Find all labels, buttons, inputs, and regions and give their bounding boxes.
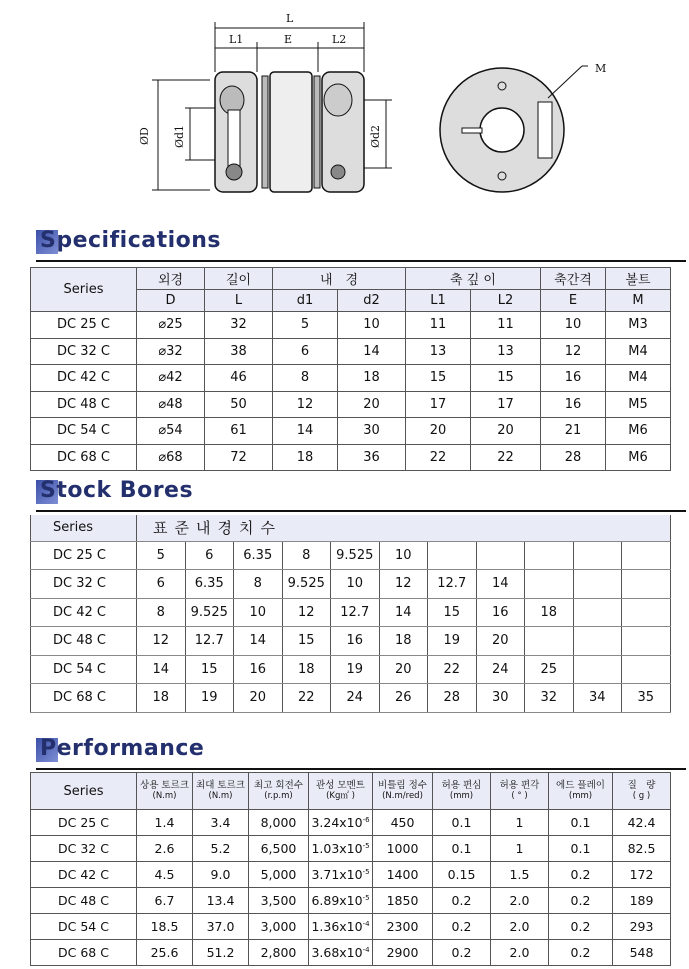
perf-series-cell: DC 48 C	[31, 888, 137, 914]
stock-bore-cell: 18	[137, 684, 186, 713]
perf-header-name: 비틀림 정수	[378, 780, 427, 791]
stock-bore-cell: 9.525	[331, 541, 380, 570]
dim-d2: Ød2	[369, 124, 382, 148]
stock-bore-cell	[622, 541, 671, 570]
perf-inertia-exponent: -6	[362, 815, 370, 824]
perf-header-name: Series	[63, 784, 104, 799]
perf-cell: 37.0	[193, 914, 249, 940]
perf-row	[31, 888, 671, 914]
spec-cell: 46	[205, 365, 273, 392]
perf-inertia-exponent: -5	[362, 867, 370, 876]
perf-cell: 6.7	[137, 888, 193, 914]
stock-series-cell: DC 42 C	[31, 598, 137, 627]
perf-header-name: 관성 모멘트	[316, 780, 365, 791]
stock-bore-cell: 15	[185, 655, 234, 684]
stock-bore-cell: 30	[476, 684, 525, 713]
perf-cell: 0.2	[549, 940, 613, 966]
performance-table	[30, 772, 671, 966]
stock-header-series: Series	[31, 515, 137, 541]
stock-bore-cell: 24	[476, 655, 525, 684]
spec-header-len: L	[205, 290, 273, 312]
stock-bore-cell	[573, 655, 622, 684]
perf-header-cell	[31, 773, 137, 810]
spec-cell: 14	[273, 418, 338, 445]
perf-header-name: 에드 플레이	[556, 780, 605, 791]
performance-title: Performance	[40, 736, 205, 761]
stock-bore-cell	[573, 598, 622, 627]
dim-M: M	[595, 62, 607, 75]
dim-L1: L1	[229, 33, 244, 46]
perf-row	[31, 836, 671, 862]
stock-bore-cell: 20	[234, 684, 283, 713]
perf-header-cell	[549, 773, 613, 810]
stock-bore-cell: 6.35	[185, 570, 234, 599]
stock-bore-cell	[525, 570, 574, 599]
perf-cell: 1000	[373, 836, 433, 862]
perf-header-unit: (N.m)	[208, 791, 233, 801]
perf-series-cell: DC 25 C	[31, 810, 137, 836]
stock-series-cell: DC 54 C	[31, 655, 137, 684]
spec-cell: M4	[606, 338, 671, 365]
stock-bore-cell: 12	[137, 627, 186, 656]
spec-row	[31, 312, 671, 339]
stock-bore-cell	[525, 541, 574, 570]
stock-bore-cell: 18	[525, 598, 574, 627]
perf-cell: 0.1	[549, 836, 613, 862]
stock-bore-cell: 19	[428, 627, 477, 656]
stock-bore-cell: 6.35	[234, 541, 283, 570]
perf-series-cell: DC 32 C	[31, 836, 137, 862]
spec-row	[31, 444, 671, 471]
stock-bore-cell: 19	[331, 655, 380, 684]
spec-cell: 14	[338, 338, 406, 365]
spec-cell: 15	[406, 365, 471, 392]
spec-cell: 16	[541, 365, 606, 392]
perf-header-unit: (mm)	[568, 791, 593, 801]
stock-series-cell: DC 32 C	[31, 570, 137, 599]
perf-cell: 13.4	[193, 888, 249, 914]
perf-cell: 1.4	[137, 810, 193, 836]
spec-cell: ⌀68	[137, 444, 205, 471]
stock-row	[31, 570, 671, 599]
perf-cell: 2.0	[491, 940, 549, 966]
stock-row	[31, 541, 671, 570]
spec-cell: M5	[606, 391, 671, 418]
spec-cell: 18	[273, 444, 338, 471]
stock-bore-cell: 24	[331, 684, 380, 713]
stock-bore-cell: 16	[476, 598, 525, 627]
perf-cell: 3,000	[249, 914, 309, 940]
perf-row	[31, 940, 671, 966]
perf-cell: 189	[613, 888, 671, 914]
stock-bore-cell: 5	[137, 541, 186, 570]
spec-cell: 10	[338, 312, 406, 339]
spec-cell: 11	[471, 312, 541, 339]
dim-E: E	[284, 33, 293, 46]
stock-bore-cell: 12	[379, 570, 428, 599]
coupling-drawing	[0, 0, 689, 215]
perf-cell: 82.5	[613, 836, 671, 862]
performance-rows	[31, 810, 671, 966]
spec-cell: 16	[541, 391, 606, 418]
stock-bore-cell: 12.7	[428, 570, 477, 599]
perf-cell: 293	[613, 914, 671, 940]
stock-bore-cell: 19	[185, 684, 234, 713]
perf-cell: 1400	[373, 862, 433, 888]
stock-bore-cell: 32	[525, 684, 574, 713]
stock-bore-cell	[573, 627, 622, 656]
perf-cell: 2900	[373, 940, 433, 966]
stock-bore-cell: 8	[137, 598, 186, 627]
perf-cell: 2.6	[137, 836, 193, 862]
spec-cell: 72	[205, 444, 273, 471]
stock-bore-cell: 12.7	[331, 598, 380, 627]
spec-cell: ⌀32	[137, 338, 205, 365]
perf-cell: 2300	[373, 914, 433, 940]
spec-header-bore-kr: 내 경	[273, 268, 406, 290]
perf-inertia-mantissa: 3.24x10	[311, 815, 363, 830]
spec-cell: 10	[541, 312, 606, 339]
spec-cell: 36	[338, 444, 406, 471]
stock-bore-cell: 16	[331, 627, 380, 656]
perf-cell: 1	[491, 836, 549, 862]
spec-header-od-kr: 외경	[137, 268, 205, 290]
stock-bore-cell: 18	[282, 655, 331, 684]
perf-cell: 0.2	[433, 914, 491, 940]
perf-inertia-mantissa: 3.71x10	[311, 867, 363, 882]
perf-cell: 5.2	[193, 836, 249, 862]
stock-bore-cell: 6	[137, 570, 186, 599]
stock-bore-cell: 34	[573, 684, 622, 713]
perf-header-unit: (r.p.m)	[264, 791, 293, 801]
stock-header-label: 표준내경치수	[137, 515, 671, 541]
stock-row	[31, 598, 671, 627]
perf-cell: 2.0	[491, 888, 549, 914]
spec-cell: ⌀54	[137, 418, 205, 445]
perf-inertia-mantissa: 3.68x10	[311, 945, 363, 960]
spec-cell: 8	[273, 365, 338, 392]
perf-inertia-exponent: -4	[362, 945, 370, 954]
perf-header-name: 상용 토르크	[140, 780, 189, 791]
stock-bore-cell: 12	[282, 598, 331, 627]
spec-header-od: D	[137, 290, 205, 312]
stock-bore-cell: 8	[282, 541, 331, 570]
stock-bore-cell: 28	[428, 684, 477, 713]
stock-bore-cell: 10	[331, 570, 380, 599]
stock-bore-cell: 20	[379, 655, 428, 684]
stock-bores-rows	[31, 515, 671, 712]
spec-cell: ⌀48	[137, 391, 205, 418]
perf-cell: 0.2	[549, 862, 613, 888]
spec-header-depth-kr: 축 깊 이	[406, 268, 541, 290]
stock-bore-cell: 25	[525, 655, 574, 684]
spec-row	[31, 365, 671, 392]
spec-cell: 61	[205, 418, 273, 445]
perf-header-cell	[491, 773, 549, 810]
perf-cell: 172	[613, 862, 671, 888]
stock-row	[31, 684, 671, 713]
perf-cell: 0.1	[549, 810, 613, 836]
spec-cell: 17	[471, 391, 541, 418]
spec-cell: 20	[338, 391, 406, 418]
stock-bore-cell: 9.525	[282, 570, 331, 599]
dim-d1: Ød1	[173, 124, 186, 148]
spec-header-bolt: M	[606, 290, 671, 312]
perf-row	[31, 810, 671, 836]
stock-bore-cell: 22	[282, 684, 331, 713]
specifications-title: Specifications	[40, 228, 222, 253]
perf-cell: 548	[613, 940, 671, 966]
stock-bore-cell: 14	[137, 655, 186, 684]
perf-inertia-exponent: -5	[362, 893, 370, 902]
specifications-table	[30, 267, 671, 471]
stock-bores-table	[30, 515, 671, 713]
perf-inertia-cell	[309, 914, 373, 940]
spec-cell: 15	[471, 365, 541, 392]
spec-row	[31, 338, 671, 365]
perf-cell: 0.2	[433, 888, 491, 914]
perf-header-cell	[373, 773, 433, 810]
stock-bore-cell	[525, 627, 574, 656]
spec-header-series: Series	[31, 268, 137, 312]
perf-cell: 25.6	[137, 940, 193, 966]
spec-series-cell: DC 32 C	[31, 338, 137, 365]
perf-header-unit: (N.m)	[152, 791, 177, 801]
stock-bore-cell: 22	[428, 655, 477, 684]
perf-cell: 1.5	[491, 862, 549, 888]
perf-header-unit: (mm)	[449, 791, 474, 801]
stock-series-cell: DC 48 C	[31, 627, 137, 656]
perf-series-cell: DC 42 C	[31, 862, 137, 888]
perf-cell: 2.0	[491, 914, 549, 940]
perf-cell: 8,000	[249, 810, 309, 836]
perf-header-cell	[249, 773, 309, 810]
stock-bore-cell: 12.7	[185, 627, 234, 656]
perf-cell: 0.1	[433, 836, 491, 862]
stock-row	[31, 655, 671, 684]
perf-cell: 1	[491, 810, 549, 836]
perf-header-name: 질 량	[627, 780, 656, 791]
perf-header-name: 최대 토르크	[196, 780, 245, 791]
dim-D: ØD	[138, 127, 151, 145]
stock-bore-cell	[622, 627, 671, 656]
spec-series-cell: DC 42 C	[31, 365, 137, 392]
stock-bore-cell	[622, 598, 671, 627]
perf-inertia-mantissa: 1.03x10	[311, 841, 363, 856]
stock-bore-cell: 8	[234, 570, 283, 599]
perf-cell: 0.2	[549, 914, 613, 940]
perf-cell: 5,000	[249, 862, 309, 888]
perf-cell: 4.5	[137, 862, 193, 888]
spec-cell: M3	[606, 312, 671, 339]
spec-cell: ⌀25	[137, 312, 205, 339]
perf-cell: 0.2	[549, 888, 613, 914]
perf-header-unit: ( g )	[632, 791, 651, 801]
stock-bore-cell	[622, 655, 671, 684]
perf-row	[31, 914, 671, 940]
spec-series-cell: DC 54 C	[31, 418, 137, 445]
stock-bore-cell: 6	[185, 541, 234, 570]
spec-series-cell: DC 48 C	[31, 391, 137, 418]
spec-cell: 50	[205, 391, 273, 418]
spec-header-l2: L2	[471, 290, 541, 312]
stock-bore-cell	[622, 570, 671, 599]
perf-cell: 1850	[373, 888, 433, 914]
spec-row	[31, 391, 671, 418]
perf-header-cell	[309, 773, 373, 810]
perf-inertia-exponent: -4	[362, 919, 370, 928]
perf-cell: 0.15	[433, 862, 491, 888]
stock-bores-title: Stock Bores	[40, 478, 194, 503]
specifications-rows	[31, 312, 671, 471]
perf-inertia-mantissa: 1.36x10	[311, 919, 363, 934]
spec-header-d2: d2	[338, 290, 406, 312]
spec-series-cell: DC 25 C	[31, 312, 137, 339]
spec-cell: M4	[606, 365, 671, 392]
spec-cell: 12	[541, 338, 606, 365]
stock-bore-cell	[476, 541, 525, 570]
perf-header-cell	[193, 773, 249, 810]
spec-cell: 11	[406, 312, 471, 339]
perf-cell: 9.0	[193, 862, 249, 888]
stock-bore-cell: 9.525	[185, 598, 234, 627]
perf-header-name: 허용 편심	[441, 780, 482, 791]
spec-series-cell: DC 68 C	[31, 444, 137, 471]
spec-cell: 32	[205, 312, 273, 339]
perf-cell: 3.4	[193, 810, 249, 836]
perf-series-cell: DC 54 C	[31, 914, 137, 940]
stock-bore-cell: 16	[234, 655, 283, 684]
spec-header-gap-kr: 축간격	[541, 268, 606, 290]
spec-cell: 20	[406, 418, 471, 445]
spec-cell: 22	[406, 444, 471, 471]
stock-bore-cell: 15	[282, 627, 331, 656]
dim-L: L	[286, 12, 294, 25]
perf-cell: 3,500	[249, 888, 309, 914]
stock-bore-cell: 18	[379, 627, 428, 656]
spec-header-l1: L1	[406, 290, 471, 312]
spec-cell: ⌀42	[137, 365, 205, 392]
spec-header-gap: E	[541, 290, 606, 312]
spec-cell: 21	[541, 418, 606, 445]
stock-bore-cell: 10	[234, 598, 283, 627]
spec-cell: 18	[338, 365, 406, 392]
spec-cell: 6	[273, 338, 338, 365]
perf-cell: 0.1	[433, 810, 491, 836]
spec-cell: 17	[406, 391, 471, 418]
spec-row	[31, 418, 671, 445]
perf-cell: 6,500	[249, 836, 309, 862]
spec-cell: 22	[471, 444, 541, 471]
spec-cell: 30	[338, 418, 406, 445]
perf-inertia-cell	[309, 940, 373, 966]
stock-bore-cell: 10	[379, 541, 428, 570]
perf-inertia-exponent: -5	[362, 841, 370, 850]
stock-series-cell: DC 25 C	[31, 541, 137, 570]
spec-cell: 12	[273, 391, 338, 418]
perf-inertia-cell	[309, 888, 373, 914]
perf-cell: 42.4	[613, 810, 671, 836]
spec-cell: M6	[606, 418, 671, 445]
stock-bore-cell	[573, 541, 622, 570]
spec-cell: 20	[471, 418, 541, 445]
dim-L2: L2	[332, 33, 347, 46]
perf-header-unit: (Kg㎡ )	[326, 791, 355, 801]
perf-cell: 51.2	[193, 940, 249, 966]
stock-bore-cell: 14	[379, 598, 428, 627]
perf-inertia-cell	[309, 810, 373, 836]
spec-cell: 13	[406, 338, 471, 365]
perf-header-cell	[613, 773, 671, 810]
perf-header-cell	[137, 773, 193, 810]
stock-series-cell: DC 68 C	[31, 684, 137, 713]
perf-header-cell	[433, 773, 491, 810]
stock-bore-cell	[573, 570, 622, 599]
perf-inertia-cell	[309, 862, 373, 888]
perf-cell: 450	[373, 810, 433, 836]
stock-bore-cell: 20	[476, 627, 525, 656]
spec-cell: 28	[541, 444, 606, 471]
perf-inertia-cell	[309, 836, 373, 862]
performance-header-row	[31, 773, 671, 810]
spec-cell: M6	[606, 444, 671, 471]
spec-cell: 5	[273, 312, 338, 339]
perf-series-cell: DC 68 C	[31, 940, 137, 966]
perf-header-name: 최고 회전수	[254, 780, 303, 791]
stock-bore-cell: 14	[234, 627, 283, 656]
spec-header-d1: d1	[273, 290, 338, 312]
perf-inertia-mantissa: 6.89x10	[311, 893, 363, 908]
spec-cell: 13	[471, 338, 541, 365]
perf-header-unit: (N.m/red)	[382, 791, 423, 801]
spec-header-len-kr: 길이	[205, 268, 273, 290]
perf-cell: 0.2	[433, 940, 491, 966]
perf-cell: 18.5	[137, 914, 193, 940]
perf-header-name: 허용 편각	[499, 780, 540, 791]
spec-header-bolt-kr: 볼트	[606, 268, 671, 290]
stock-bore-cell: 35	[622, 684, 671, 713]
stock-bore-cell	[428, 541, 477, 570]
spec-cell: 38	[205, 338, 273, 365]
stock-bore-cell: 14	[476, 570, 525, 599]
perf-header-unit: ( ° )	[511, 791, 528, 801]
perf-row	[31, 862, 671, 888]
perf-cell: 2,800	[249, 940, 309, 966]
stock-row	[31, 627, 671, 656]
stock-bore-cell: 26	[379, 684, 428, 713]
stock-bore-cell: 15	[428, 598, 477, 627]
